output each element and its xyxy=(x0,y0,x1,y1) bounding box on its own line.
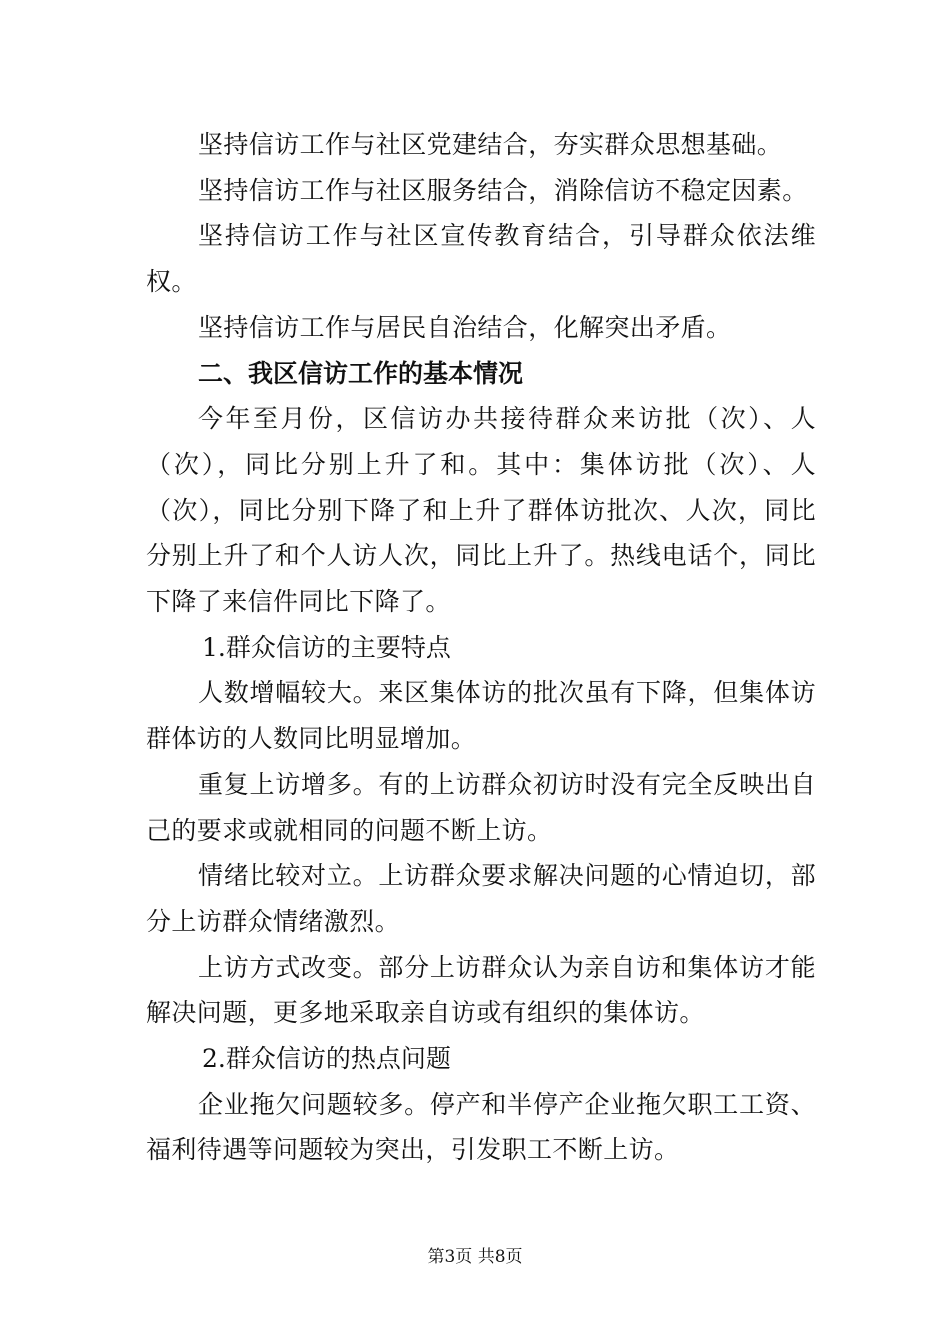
paragraph: 情绪比较对立。上访群众要求解决问题的心情迫切，部分上访群众情绪激烈。 xyxy=(146,861,816,936)
document-body xyxy=(146,122,816,1173)
paragraph: 坚持信访工作与居民自治结合，化解突出矛盾。 xyxy=(198,312,732,342)
paragraph: 坚持信访工作与社区宣传教育结合，引导群众依法维权。 xyxy=(146,221,816,297)
paragraph: 坚持信访工作与社区服务结合，消除信访不稳定因素。 xyxy=(198,175,808,205)
section-heading: 二、我区信访工作的基本情况 xyxy=(198,358,524,388)
paragraph: 重复上访增多。有的上访群众初访时没有完全反映出自己的要求或就相同的问题不断上访。 xyxy=(146,769,816,845)
paragraph: 上访方式改变。部分上访群众认为亲自访和集体访才能解决问题，更多地采取亲自访或有组织的集体访。 xyxy=(146,952,816,1028)
subsection-heading: 1.群众信访的主要特点 xyxy=(202,632,451,662)
paragraph: 企业拖欠问题较多。停产和半停产企业拖欠职工工资、福利待遇等问题较为突出，引发职工不断上访。 xyxy=(146,1089,816,1165)
page-number-footer: 第3页 共8页 xyxy=(427,1247,523,1267)
subsection-heading: 2.群众信访的热点问题 xyxy=(202,1044,451,1074)
summary-paragraph: 今年至月份，区信访办共接待群众来访批（次）、人（次），同比分别上升了和。其中：集体访批（次）、人（次），同比分别下降了和上升了群体访批次、人次，同比分别上升了和个人访人次，同比上升了。热线电话个，同比下降了来信件同比下降了。 xyxy=(146,404,816,617)
paragraph: 人数增幅较大。来区集体访的批次虽有下降，但集体访群体访的人数同比明显增加。 xyxy=(146,678,816,754)
paragraph: 坚持信访工作与社区党建结合，夯实群众思想基础。 xyxy=(198,130,783,159)
